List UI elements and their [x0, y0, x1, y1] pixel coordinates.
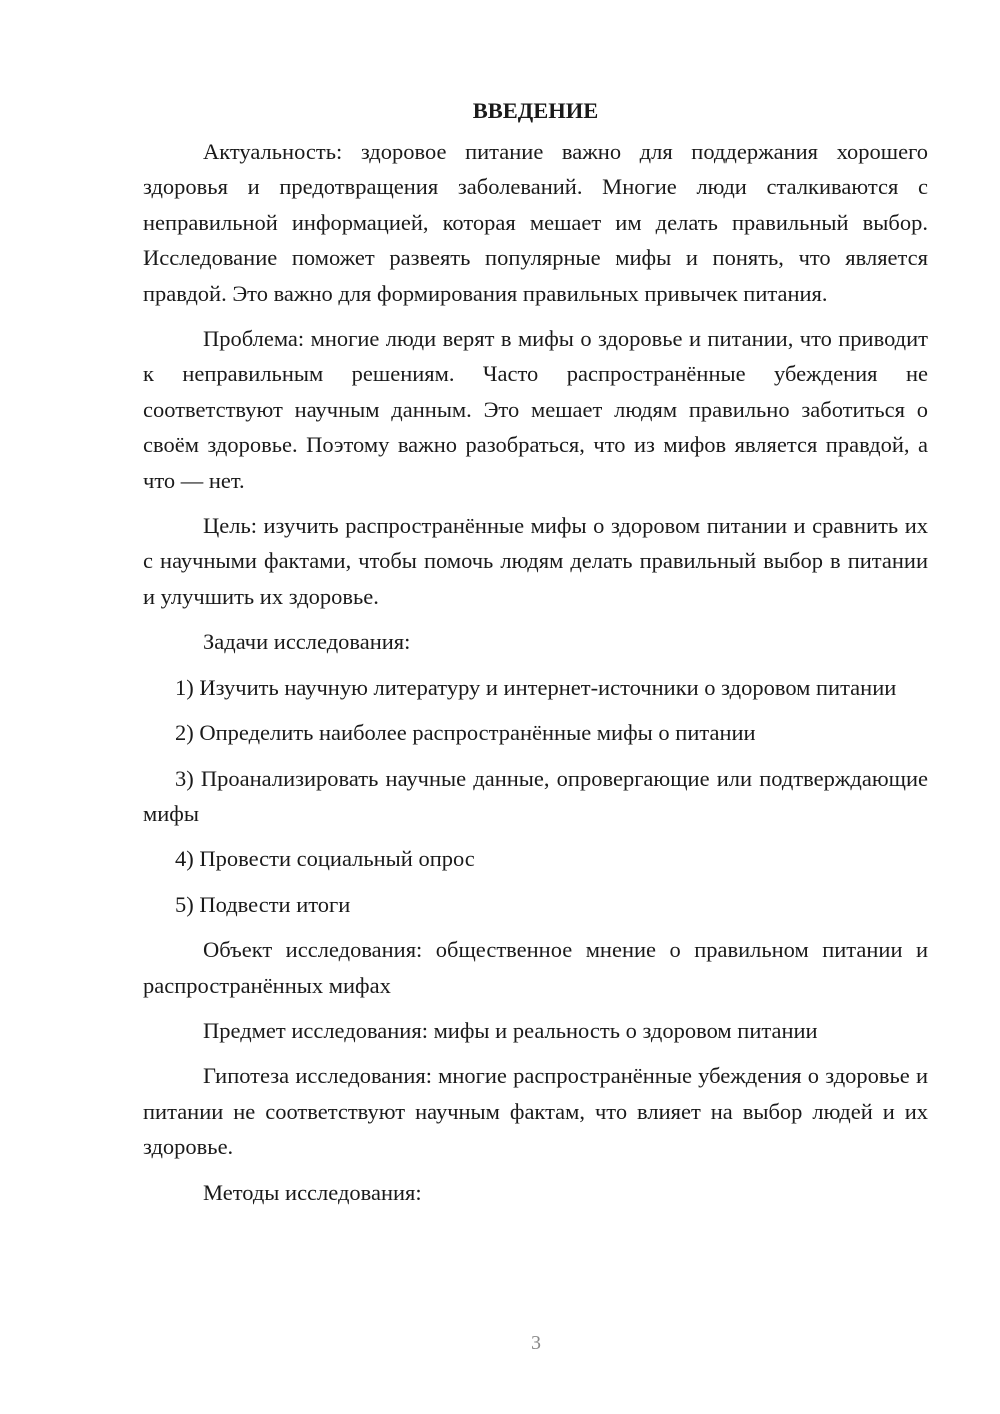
task-item-2: 2) Определить наиболее распространённые мифы о питании — [175, 720, 756, 746]
task-item-4: 4) Провести социальный опрос — [175, 846, 475, 872]
section-title: ВВЕДЕНИЕ — [472, 98, 599, 123]
page-number: 3 — [531, 1332, 541, 1354]
task-item-3: 3) Проанализировать научные данные, опровергающие или подтверждающие мифы — [143, 765, 928, 826]
methods-heading: Методы исследования: — [203, 1179, 422, 1205]
task-item-5: 5) Подвести итоги — [175, 891, 351, 917]
relevance-paragraph: Актуальность: здоровое питание важно для поддержания хорошего здоровья и предотвращения заболеваний. Многие люди сталкиваются с неправильной информацией, которая мешает им делать правильный выбор. Исследование поможет развеять популярные мифы и понять, что является правдой. Это важно для формирования правильных привычек питания. — [143, 139, 928, 306]
hypothesis-paragraph: Гипотеза исследования: многие распространённые убеждения о здоровье и питании не соответствуют научным фактам, что влияет на выбор людей и их здоровье. — [143, 1063, 928, 1160]
research-subject-paragraph: Предмет исследования: мифы и реальность о здоровом питании — [203, 1017, 818, 1043]
task-item-1: 1) Изучить научную литературу и интернет-источники о здоровом питании — [175, 674, 897, 700]
research-object-paragraph: Объект исследования: общественное мнение о правильном питании и распространённых мифах — [143, 937, 928, 998]
tasks-heading: Задачи исследования: — [203, 629, 411, 655]
problem-paragraph: Проблема: многие люди верят в мифы о здоровье и питании, что приводит к неправильным решениям. Часто распространённые убеждения не соответствуют научным данным. Это мешает людям правильно заботиться о своём здоровье. Поэтому важно разобраться, что из мифов является правдой, а что — нет. — [143, 326, 928, 493]
goal-paragraph: Цель: изучить распространённые мифы о здоровом питании и сравнить их с научными фактами, чтобы помочь людям делать правильный выбор в питании и улучшить их здоровье. — [143, 513, 928, 609]
page-content — [143, 95, 928, 1210]
